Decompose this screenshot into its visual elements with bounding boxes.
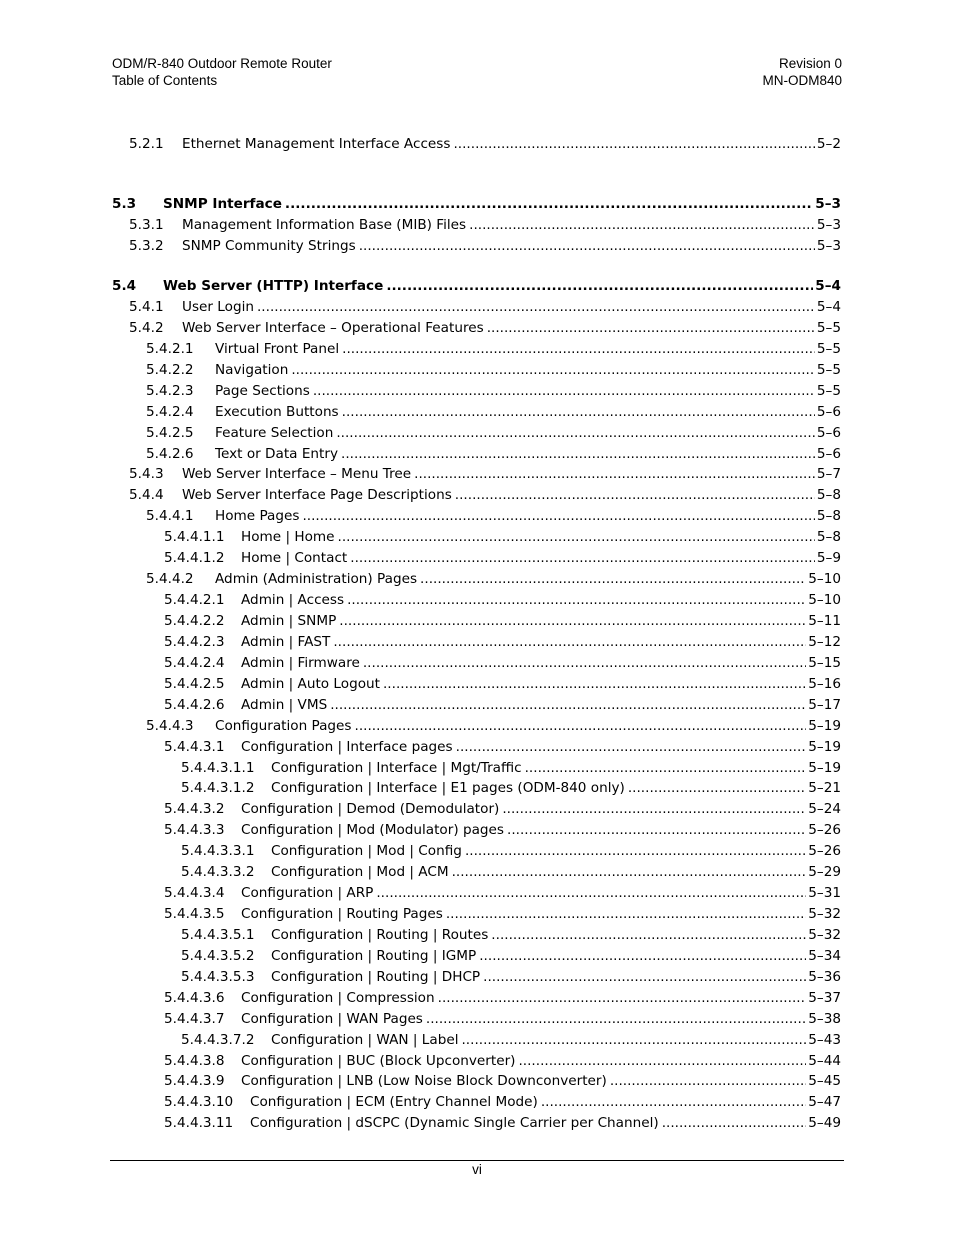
toc-entry[interactable] — [112, 1113, 841, 1134]
dot-leader — [291, 360, 815, 381]
toc-entry-page: 5–24 — [808, 801, 841, 817]
toc-entry[interactable] — [112, 737, 841, 758]
toc-entry-title: Configuration | Routing | IGMP — [271, 948, 477, 964]
toc-entry-title: Management Information Base (MIB) Files — [182, 217, 467, 233]
dot-leader — [469, 215, 815, 236]
toc-entry-title: Admin | FAST — [241, 634, 331, 650]
document-title: ODM/R-840 Outdoor Remote Router — [112, 56, 332, 71]
toc-entry-page: 5–10 — [808, 571, 841, 587]
toc-entry-page: 5–11 — [808, 613, 841, 629]
toc-entry-title: SNMP Community Strings — [182, 238, 356, 254]
toc-entry-title: Configuration | Interface | Mgt/Traffic — [271, 760, 522, 776]
dot-leader — [302, 506, 814, 527]
toc-entry-title: Configuration | WAN | Label — [271, 1032, 459, 1048]
toc-entry-title: Configuration | Interface | E1 pages (ODM-840 only) — [271, 780, 625, 796]
toc-entry[interactable] — [112, 716, 841, 737]
dot-leader — [465, 841, 806, 862]
dot-leader — [518, 1051, 806, 1072]
dot-leader — [483, 967, 806, 988]
toc-entry-number: 5.4.2.6 — [146, 446, 194, 462]
toc-entry-title: Virtual Front Panel — [215, 341, 340, 357]
dot-leader — [507, 820, 806, 841]
toc-entry-page: 5–47 — [808, 1094, 841, 1110]
toc-entry[interactable] — [112, 444, 841, 465]
toc-entry-title: Configuration | Mod | ACM — [271, 864, 449, 880]
toc-entry-number: 5.4.2.5 — [146, 425, 194, 441]
toc-entry-page: 5–44 — [808, 1053, 841, 1069]
page-number: vi — [472, 1162, 482, 1177]
toc-entry-page: 5–3 — [815, 196, 841, 212]
toc-entry[interactable] — [112, 402, 841, 423]
toc-entry-page: 5–32 — [808, 906, 841, 922]
toc-entry[interactable] — [112, 318, 841, 339]
toc-entry[interactable] — [112, 1009, 841, 1030]
toc-entry-page: 5–4 — [815, 278, 841, 294]
toc-entry[interactable] — [112, 236, 841, 257]
toc-entry[interactable] — [112, 1030, 841, 1051]
toc-entry-title: Web Server Interface – Operational Features — [182, 320, 484, 336]
toc-entry-number: 5.4.4.1.1 — [164, 529, 225, 545]
dot-leader — [414, 464, 815, 485]
toc-entry[interactable] — [112, 134, 841, 155]
toc-entry[interactable] — [112, 485, 841, 506]
toc-entry[interactable] — [112, 653, 841, 674]
toc-entry-number: 5.4.4.3.2 — [164, 801, 225, 817]
toc-entry-number: 5.3.2 — [129, 238, 164, 254]
section-title: Table of Contents — [112, 72, 218, 88]
toc-entry-number: 5.4.4.3.5.2 — [181, 948, 255, 964]
toc-entry-title: Configuration | Demod (Demodulator) — [241, 801, 500, 817]
toc-entry-title: SNMP Interface — [163, 196, 282, 212]
toc-entry-number: 5.4.4.3.10 — [164, 1094, 234, 1110]
toc-entry[interactable] — [112, 464, 841, 485]
toc-entry-page: 5–36 — [808, 969, 841, 985]
toc-entry-page: 5–37 — [808, 990, 841, 1006]
toc-entry-number: 5.4.4.3.3 — [164, 822, 225, 838]
toc-entry-page: 5–49 — [808, 1115, 841, 1131]
toc-entry[interactable] — [112, 967, 841, 988]
toc-entry-title: Admin | Firmware — [241, 655, 360, 671]
toc-entry-title: Feature Selection — [215, 425, 334, 441]
dot-leader — [420, 569, 806, 590]
dot-leader — [453, 134, 814, 155]
toc-entry-page: 5–6 — [816, 404, 841, 420]
toc-entry-number: 5.4.4.3.4 — [164, 885, 225, 901]
toc-entry-number: 5.3 — [112, 196, 137, 212]
revision-label: Revision 0 — [778, 56, 842, 71]
toc-entry-title: Home | Contact — [241, 550, 348, 566]
toc-entry-title: Configuration | Interface pages — [241, 739, 453, 755]
toc-entry[interactable] — [112, 778, 841, 799]
toc-entry-number: 5.4.4.3.9 — [164, 1073, 225, 1089]
toc-entry[interactable] — [112, 946, 841, 967]
toc-entry[interactable] — [112, 1071, 841, 1092]
toc-entry[interactable] — [112, 527, 841, 548]
header-left — [112, 56, 332, 89]
dot-leader — [455, 485, 815, 506]
dot-leader — [341, 444, 815, 465]
toc-entry-page: 5–26 — [808, 843, 841, 859]
toc-entry[interactable] — [112, 1092, 841, 1113]
toc-entry-title: Configuration | Routing | Routes — [271, 927, 489, 943]
dot-leader — [350, 548, 815, 569]
toc-entry-page: 5–9 — [816, 550, 841, 566]
toc-entry[interactable] — [112, 988, 841, 1009]
toc-entry-page: 5–19 — [808, 718, 841, 734]
toc-entry-number: 5.4.4.2.6 — [164, 697, 225, 713]
toc-entry-number: 5.4.4.3.1.1 — [181, 760, 255, 776]
toc-entry-title: Home Pages — [215, 508, 300, 524]
toc-entry-title: Configuration | Compression — [241, 990, 435, 1006]
toc-entry-page: 5–34 — [808, 948, 841, 964]
toc-entry-title: Admin | Access — [241, 592, 345, 608]
toc-entry-page: 5–6 — [816, 425, 841, 441]
toc-entry[interactable] — [112, 841, 841, 862]
toc-entry-number: 5.4.4.3.6 — [164, 990, 225, 1006]
dot-leader — [438, 988, 807, 1009]
toc-entry-page: 5–32 — [808, 927, 841, 943]
toc-entry[interactable] — [112, 381, 841, 402]
toc-entry-title: Configuration | ARP — [241, 885, 374, 901]
toc-entry-title: User Login — [182, 299, 254, 315]
toc-entry-page: 5–12 — [808, 634, 841, 650]
toc-entry-title: Configuration Pages — [215, 718, 352, 734]
toc-entry-number: 5.4.4.3.3.1 — [181, 843, 255, 859]
dot-leader — [355, 716, 807, 737]
dot-leader — [487, 318, 815, 339]
toc-entry-number: 5.4.4.3.8 — [164, 1053, 225, 1069]
toc-entry-title: Configuration | Routing Pages — [241, 906, 443, 922]
dot-leader — [336, 423, 815, 444]
dot-leader — [285, 194, 813, 215]
toc-entry-page: 5–7 — [816, 466, 841, 482]
toc-entry-title: Admin (Administration) Pages — [215, 571, 418, 587]
toc-entry[interactable] — [112, 360, 841, 381]
toc-entry-title: Execution Buttons — [215, 404, 339, 420]
dot-leader — [339, 611, 806, 632]
dot-leader — [347, 590, 806, 611]
toc-entry-page: 5–26 — [808, 822, 841, 838]
dot-leader — [525, 758, 807, 779]
toc-entry-number: 5.4.4.2.5 — [164, 676, 225, 692]
document-number: MN-ODM840 — [762, 72, 842, 88]
toc-entry-number: 5.4.4.3.5.3 — [181, 969, 255, 985]
toc-entry-title: Configuration | dSCPC (Dynamic Single Carrier per Channel) — [250, 1115, 659, 1131]
toc-entry-page: 5–5 — [816, 383, 841, 399]
toc-entry-title: Configuration | ECM (Entry Channel Mode) — [250, 1094, 538, 1110]
toc-entry-number: 5.3.1 — [129, 217, 164, 233]
toc-entry-page: 5–17 — [808, 697, 841, 713]
footer-rule — [110, 1160, 844, 1161]
toc-entry-title: Admin | SNMP — [241, 613, 337, 629]
toc-entry-page: 5–15 — [808, 655, 841, 671]
toc-entry-page: 5–5 — [816, 341, 841, 357]
toc-entry-number: 5.4.4.2.1 — [164, 592, 225, 608]
toc-entry-number: 5.4.3 — [129, 466, 164, 482]
dot-leader — [479, 946, 806, 967]
toc-entry[interactable] — [112, 674, 841, 695]
toc-entry-number: 5.4.4.3.1 — [164, 739, 225, 755]
dot-leader — [461, 1030, 806, 1051]
toc-entry-number: 5.4.4.3.3.2 — [181, 864, 255, 880]
toc-entry-number: 5.4.4.3.7.2 — [181, 1032, 255, 1048]
toc-entry-number: 5.4.4.2.3 — [164, 634, 225, 650]
toc-entry-title: Configuration | Mod (Modulator) pages — [241, 822, 505, 838]
toc-entry-page: 5–19 — [808, 739, 841, 755]
toc-entry[interactable] — [112, 569, 841, 590]
toc-entry-page: 5–10 — [808, 592, 841, 608]
toc-entry[interactable] — [112, 297, 841, 318]
dot-leader — [452, 862, 807, 883]
toc-entry-page: 5–3 — [816, 238, 841, 254]
toc-entry-number: 5.4.4.2 — [146, 571, 194, 587]
dot-leader — [541, 1092, 806, 1113]
toc-entry[interactable] — [112, 904, 841, 925]
toc-entry-number: 5.4.4.3.5 — [164, 906, 225, 922]
dot-leader — [363, 653, 806, 674]
toc-entry[interactable] — [112, 862, 841, 883]
toc-entry-page: 5–19 — [808, 760, 841, 776]
toc-entry-number: 5.4.4.3 — [146, 718, 194, 734]
toc-entry[interactable] — [112, 883, 841, 904]
toc-entry[interactable] — [112, 506, 841, 527]
toc-entry-title: Configuration | LNB (Low Noise Block Downconverter) — [241, 1073, 607, 1089]
dot-leader — [342, 402, 815, 423]
toc-entry-title: Web Server Interface Page Descriptions — [182, 487, 452, 503]
toc-entry-title: Web Server Interface – Menu Tree — [182, 466, 412, 482]
toc-entry-number: 5.4.2.4 — [146, 404, 194, 420]
toc-entry-page: 5–16 — [808, 676, 841, 692]
toc-entry-page: 5–21 — [808, 780, 841, 796]
dot-leader — [330, 695, 806, 716]
toc-entry-number: 5.4.4.2.4 — [164, 655, 225, 671]
toc-entry[interactable] — [112, 632, 841, 653]
toc-entry-number: 5.4.2.1 — [146, 341, 194, 357]
dot-leader — [456, 737, 807, 758]
toc-entry-number: 5.4.2.3 — [146, 383, 194, 399]
toc-entry-page: 5–6 — [816, 446, 841, 462]
dot-leader — [313, 381, 815, 402]
toc-entry-number: 5.4.4.3.7 — [164, 1011, 225, 1027]
toc-entry-title: Configuration | Routing | DHCP — [271, 969, 481, 985]
dot-leader — [491, 925, 806, 946]
toc-entry-page: 5–38 — [808, 1011, 841, 1027]
toc-entry[interactable] — [112, 194, 841, 215]
toc-entry-title: Navigation — [215, 362, 289, 378]
toc-entry-number: 5.4.4.3.11 — [164, 1115, 234, 1131]
toc-entry-title: Admin | VMS — [241, 697, 328, 713]
toc-entry-title: Configuration | Mod | Config — [271, 843, 462, 859]
toc-entry-page: 5–29 — [808, 864, 841, 880]
toc-entry-number: 5.4.2.2 — [146, 362, 194, 378]
toc-entry[interactable] — [112, 590, 841, 611]
toc-entry-title: Ethernet Management Interface Access — [182, 136, 451, 152]
toc-entry-page: 5–4 — [816, 299, 841, 315]
toc-entry-number: 5.4.4.1 — [146, 508, 194, 524]
header-right — [762, 56, 842, 89]
toc-entry-page: 5–3 — [816, 217, 841, 233]
toc-entry[interactable] — [112, 799, 841, 820]
toc-entry[interactable] — [112, 215, 841, 236]
toc-entry-title: Configuration | WAN Pages — [241, 1011, 423, 1027]
toc-entry-title: Home | Home — [241, 529, 335, 545]
toc-entry-title: Web Server (HTTP) Interface — [163, 278, 384, 294]
dot-leader — [610, 1071, 806, 1092]
toc-entry-page: 5–5 — [816, 320, 841, 336]
dot-leader — [383, 674, 806, 695]
toc-entry-title: Admin | Auto Logout — [241, 676, 380, 692]
toc-entry-title: Text or Data Entry — [215, 446, 338, 462]
dot-leader — [662, 1113, 807, 1134]
dot-leader — [338, 527, 815, 548]
toc-entry[interactable] — [112, 276, 841, 297]
toc-entry[interactable] — [112, 611, 841, 632]
toc-entry-title: Configuration | BUC (Block Upconverter) — [241, 1053, 516, 1069]
dot-leader — [359, 236, 815, 257]
toc-entry-number: 5.4 — [112, 278, 137, 294]
toc-entry-number: 5.4.2 — [129, 320, 164, 336]
toc-entry-number: 5.4.4.3.5.1 — [181, 927, 255, 943]
toc-entry-title: Page Sections — [215, 383, 310, 399]
dot-leader — [376, 883, 806, 904]
toc-entry[interactable] — [112, 548, 841, 569]
toc-entry-number: 5.4.4.2.2 — [164, 613, 225, 629]
toc-entry-number: 5.4.1 — [129, 299, 164, 315]
toc-entry-page: 5–8 — [816, 487, 841, 503]
toc-entry[interactable] — [112, 339, 841, 360]
toc-entry-page: 5–5 — [816, 362, 841, 378]
toc-entry[interactable] — [112, 1051, 841, 1072]
toc-entry[interactable] — [112, 695, 841, 716]
toc-entry-number: 5.4.4.3.1.2 — [181, 780, 255, 796]
toc-entry-page: 5–43 — [808, 1032, 841, 1048]
dot-leader — [342, 339, 815, 360]
toc-entry-page: 5–8 — [816, 529, 841, 545]
dot-leader — [257, 297, 815, 318]
dot-leader — [426, 1009, 806, 1030]
dot-leader — [628, 778, 806, 799]
toc-entry-page: 5–45 — [808, 1073, 841, 1089]
toc-entry[interactable] — [112, 758, 841, 779]
toc-entry-page: 5–2 — [816, 136, 841, 152]
toc-entry-page: 5–31 — [808, 885, 841, 901]
dot-leader — [502, 799, 806, 820]
toc-entry-number: 5.4.4.1.2 — [164, 550, 225, 566]
toc-entry[interactable] — [112, 820, 841, 841]
toc-entry-number: 5.2.1 — [129, 136, 164, 152]
toc-entry-number: 5.4.4 — [129, 487, 164, 503]
toc-entry[interactable] — [112, 423, 841, 444]
dot-leader — [386, 276, 813, 297]
dot-leader — [333, 632, 806, 653]
toc-entry[interactable] — [112, 925, 841, 946]
toc-entry-page: 5–8 — [816, 508, 841, 524]
dot-leader — [446, 904, 806, 925]
